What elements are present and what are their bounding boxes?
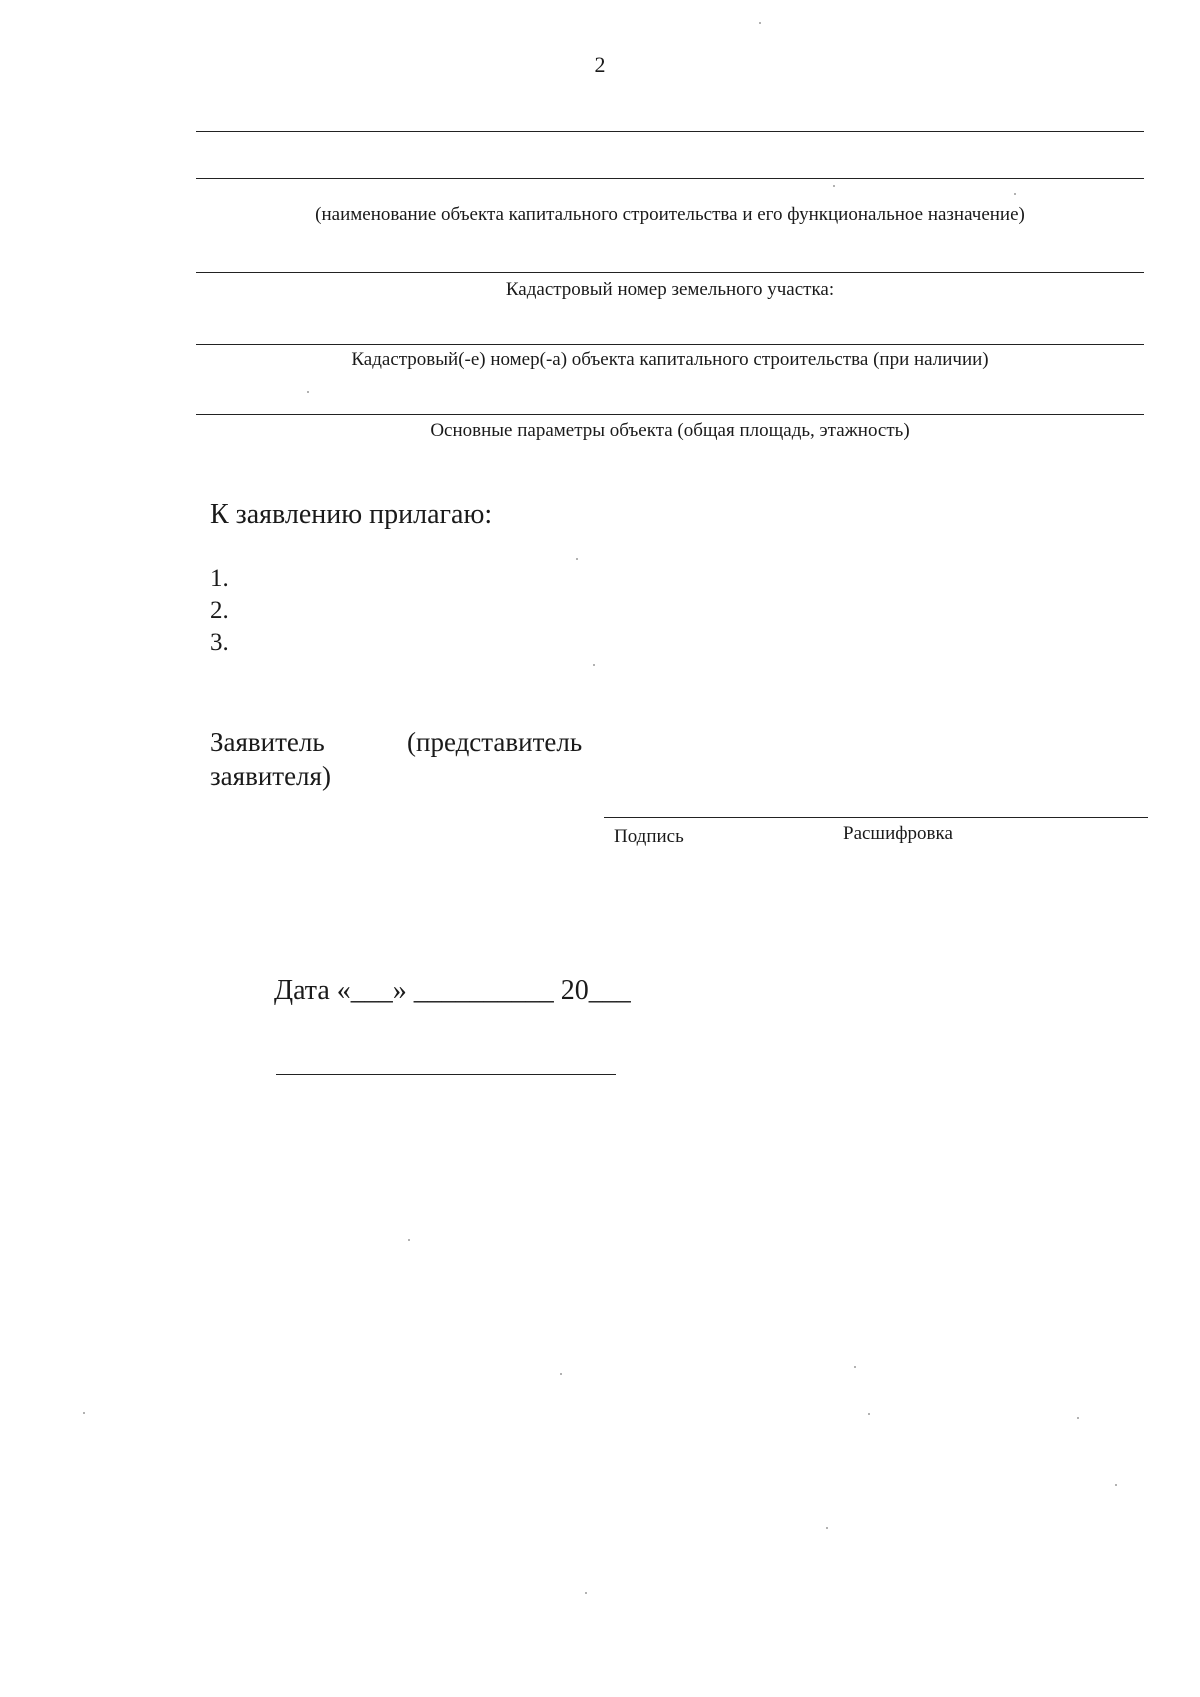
applicant-representative-label: (представитель (407, 727, 583, 757)
object-name-caption: (наименование объекта капитального строительства и его функциональное назначение) (315, 204, 1025, 225)
scan-speck (826, 1527, 828, 1529)
land-cadastral-caption: Кадастровый номер земельного участка: (505, 279, 835, 300)
scan-speck (1077, 1417, 1079, 1419)
bottom-blank-line[interactable] (276, 1074, 616, 1075)
scan-speck (759, 22, 761, 24)
scan-speck (83, 1412, 85, 1414)
scan-speck (833, 185, 835, 187)
parameters-caption: Основные параметры объекта (общая площадь, этажность) (430, 420, 910, 441)
attachment-item: 1. (210, 565, 229, 592)
scan-speck (585, 1592, 587, 1594)
date-field[interactable]: Дата «___» __________ 20___ (274, 975, 631, 1006)
applicant-label-continuation: заявителя) (210, 761, 331, 791)
scan-speck (1014, 193, 1016, 195)
object-name-line-1[interactable] (196, 131, 1144, 132)
attachments-list (210, 563, 229, 659)
signature-label: Подпись (614, 826, 684, 847)
object-name-line-2[interactable] (196, 178, 1144, 179)
scan-speck (593, 664, 595, 666)
page-number: 2 (594, 52, 606, 77)
scan-speck (307, 391, 309, 393)
attachment-item: 2. (210, 597, 229, 624)
object-cadastral-line[interactable] (196, 344, 1144, 345)
applicant-label: Заявитель (210, 727, 325, 757)
signature-line[interactable] (604, 817, 1148, 818)
land-cadastral-line[interactable] (196, 272, 1144, 273)
scan-speck (868, 1413, 870, 1415)
scan-speck (576, 558, 578, 560)
attachments-title: К заявлению прилагаю: (210, 499, 493, 530)
scan-speck (1115, 1484, 1117, 1486)
attachment-item: 3. (210, 629, 229, 656)
decryption-label: Расшифровка (843, 823, 953, 844)
scan-speck (854, 1366, 856, 1368)
scan-speck (408, 1239, 410, 1241)
object-cadastral-caption: Кадастровый(-е) номер(-а) объекта капитального строительства (при наличии) (351, 349, 989, 370)
parameters-line[interactable] (196, 414, 1144, 415)
scan-speck (560, 1373, 562, 1375)
